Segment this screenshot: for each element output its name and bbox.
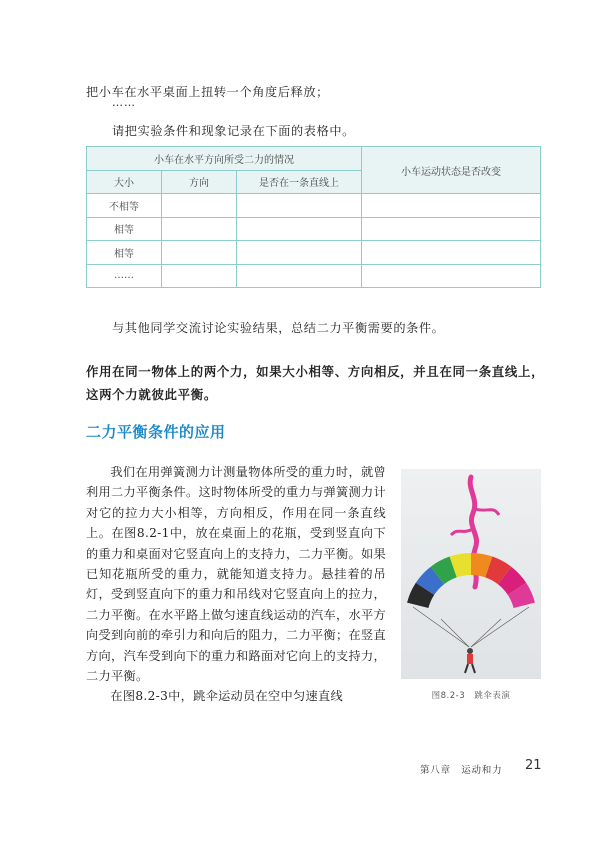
table-row <box>87 264 541 288</box>
table-row <box>87 194 541 218</box>
table-cell <box>162 217 237 241</box>
table-subheader-line: 是否在一条直线上 <box>237 170 362 194</box>
row-label: 相等 <box>87 241 162 265</box>
figure-title: 跳伞表演 <box>474 691 511 701</box>
table-cell <box>362 241 541 265</box>
table-cell <box>362 217 541 241</box>
skydiver-illustration <box>401 469 541 679</box>
summary-text: 与其他同学交流讨论实验结果，总结二力平衡需要的条件。 <box>112 321 445 335</box>
table-cell <box>237 264 362 288</box>
table-cell <box>162 241 237 265</box>
row-label: 相等 <box>87 217 162 241</box>
parachute-canopy <box>407 553 535 608</box>
paragraph: 我们在用弹簧测力计测量物体所受的重力时，就曾利用二力平衡条件。这时物体所受的重力与弹簧测力计对它的拉力大小相等，方向相反，作用在同一条直线上。在图8.2-1中，放在桌面上的花瓶，受到竖直向下的重力和桌面对它竖直向上的支持力，二力平衡。如果已知花瓶所受的重力，就能知道支持力。悬挂着的吊灯，受到竖直向下的重力和吊线对它竖直向上的拉力，二力平衡。在水平路上做匀速直线运动的汽车，水平方向受到向前的牵引力和向后的阻力，二力平衡；在竖直方向，汽车受到向下的重力和路面对它向上的支持力，二力平衡。 <box>86 465 386 684</box>
figure-number: 图8.2-3 <box>431 691 466 701</box>
table-cell <box>162 194 237 218</box>
table-row <box>87 217 541 241</box>
table-cell <box>362 264 541 288</box>
paragraph: 在图8.2-3中，跳伞运动员在空中匀速直线 <box>110 689 343 704</box>
figure-caption <box>401 689 541 701</box>
table-subheader-size: 大小 <box>87 170 162 194</box>
table-cell <box>237 194 362 218</box>
page-number: 21 <box>525 758 542 773</box>
table-header-state: 小车运动状态是否改变 <box>362 147 541 194</box>
table-row <box>87 241 541 265</box>
table-cell <box>237 217 362 241</box>
row-label: 不相等 <box>87 194 162 218</box>
skydiver-figure <box>465 648 475 673</box>
table-cell <box>162 264 237 288</box>
experiment-table <box>86 146 541 288</box>
intro-line-2: 请把实验条件和现象记录在下面的表格中。 <box>112 124 355 138</box>
body-paragraphs <box>86 462 386 707</box>
intro-ellipsis: …… <box>112 96 136 109</box>
table-subheader-direction: 方向 <box>162 170 237 194</box>
conclusion-text: 作用在同一物体上的两个力，如果大小相等、方向相反，并且在同一条直线上，这两个力就彼此平衡。 <box>86 364 545 402</box>
intro-line-1: 把小车在水平桌面上扭转一个角度后释放； <box>86 85 329 99</box>
section-title: 二力平衡条件的应用 <box>86 423 226 441</box>
table-cell <box>362 194 541 218</box>
table-header-group: 小车在水平方向所受二力的情况 <box>87 147 362 171</box>
row-label: …… <box>87 264 162 288</box>
skydiver-photo <box>401 469 541 679</box>
footer-chapter: 第八章 运动和力 <box>420 765 503 776</box>
table-cell <box>237 241 362 265</box>
